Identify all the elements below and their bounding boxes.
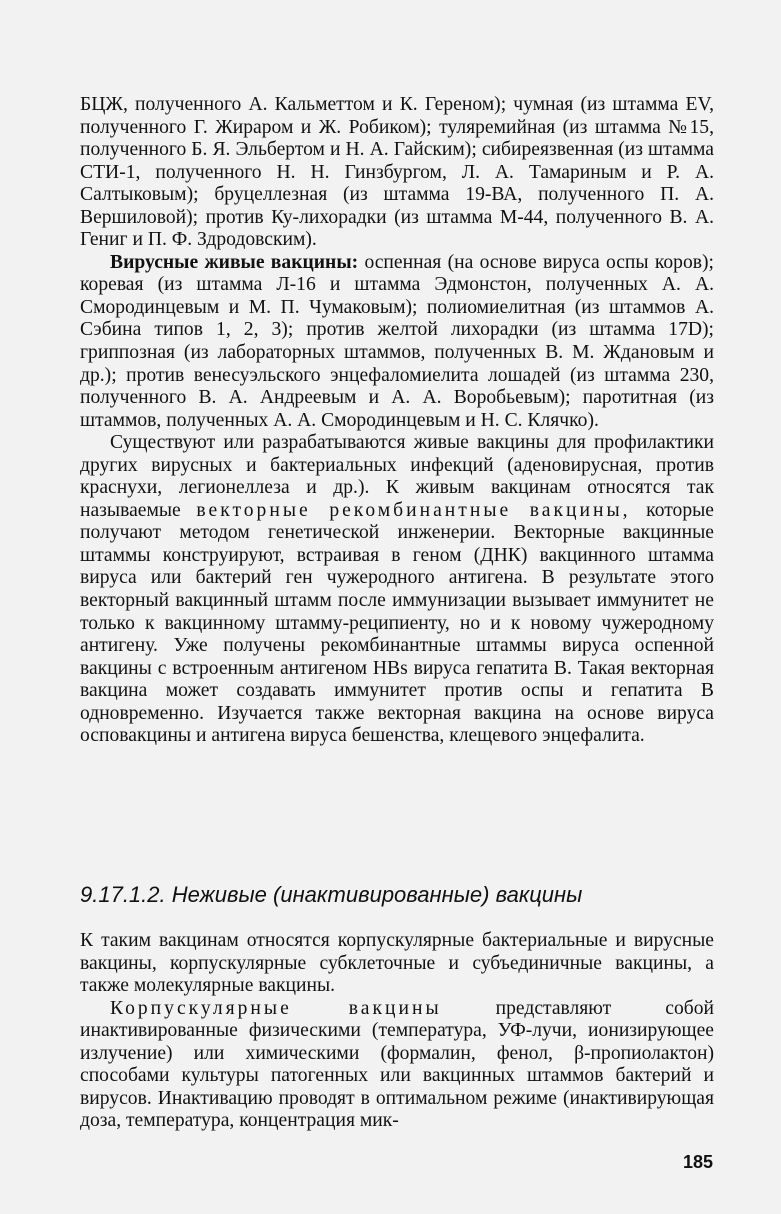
spaced-term: векторные рекомбинантные вакцины, bbox=[196, 499, 631, 521]
paragraph-lead-term: Вирусные живые вакцины: bbox=[110, 251, 359, 273]
paragraph-text: Существуют или разрабатываются живые вакцины для профилактики других вирусных и бактериальных инфекций (аденовирусная, против краснухи, легионеллеза и др.). К живым вакцинам относятся так называемые bbox=[80, 432, 714, 521]
paragraph-text: оспенная (на основе вируса оспы коров); коревая (из штамма Л-16 и штамма Эдмонстон, полученных А. А. Смородинцевым и М. П. Чумаковым); полиомиелитная (из штаммов А. Сэбина типов 1, 2, 3); против желтой лихорадки (из штамма 17D); гриппозная (из лабораторных штаммов, полученных В. М. Ждановым и др.); против венесуэльского энцефаломиелита лошадей (из штамма 230, полученного В. А. Андреевым и А. А. Воробьевым); паротитная (из штаммов, полученных А. А. Смородинцевым и Н. С. Клячко). bbox=[80, 251, 714, 431]
paragraph-text: представляют собой инактивированные физическими (температура, УФ-лучи, ионизирующее излучение) или химическими (формалин, фенол, β-пропиолактон) способами культуры патогенных или вакцинных штаммов бактерий и вирусов. Инактивацию проводят в оптимальном режиме (инактивирующая доза, температура, концентрация мик- bbox=[80, 997, 714, 1132]
paragraph-viral-vaccines bbox=[80, 252, 714, 432]
section-live-vaccines bbox=[80, 94, 714, 748]
section-inactivated-vaccines bbox=[80, 930, 714, 1133]
paragraph-bacterial-vaccines: БЦЖ, полученного А. Кальметтом и К. Гереном); чумная (из штамма EV, полученного Г. Жираром и Ж. Робиком); туляремийная (из штамма №15, полученного Б. Я. Эльбертом и Н. А. Гайским); сибиреязвенная (из штамма СТИ-1, полученного Н. Н. Гинзбургом, Л. А. Тамариным и Р. А. Салтыковым); бруцеллезная (из штамма 19-ВА, полученного П. А. Вершиловой); против Ку-лихорадки (из штамма М-44, полученного В. А. Гениг и П. Ф. Здродовским). bbox=[80, 94, 714, 251]
paragraph-vaccine-types: К таким вакцинам относятся корпускулярные бактериальные и вирусные вакцины, корпускулярные субклеточные и субъединичные вакцины, а также молекулярные вакцины. bbox=[80, 930, 714, 997]
spaced-term: Корпускулярные вакцины bbox=[110, 997, 442, 1019]
paragraph-corpuscular-vaccines bbox=[80, 998, 714, 1133]
paragraph-vector-vaccines bbox=[80, 432, 714, 748]
section-heading: 9.17.1.2. Неживые (инактивированные) вакцины bbox=[80, 882, 583, 907]
paragraph-text: которые получают методом генетической инженерии. Векторные вакцинные штаммы конструируют, встраивая в геном (ДНК) вакцинного штамма вируса или бактерий ген чужеродного антигена. В результате этого векторный вакцинный штамм после иммунизации вызывает иммунитет не только к вакцинному штамму-реципиенту, но и к новому чужеродному антигену. Уже получены рекомбинантные штаммы вируса оспенной вакцины с встроенным антигеном HBs вируса гепатита B. Такая векторная вакцина может создавать иммунитет против оспы и гепатита B одновременно. Изучается также векторная вакцина на основе вируса осповакцины и антигена вируса бешенства, клещевого энцефалита. bbox=[80, 499, 714, 747]
page-number: 185 bbox=[682, 1152, 713, 1172]
